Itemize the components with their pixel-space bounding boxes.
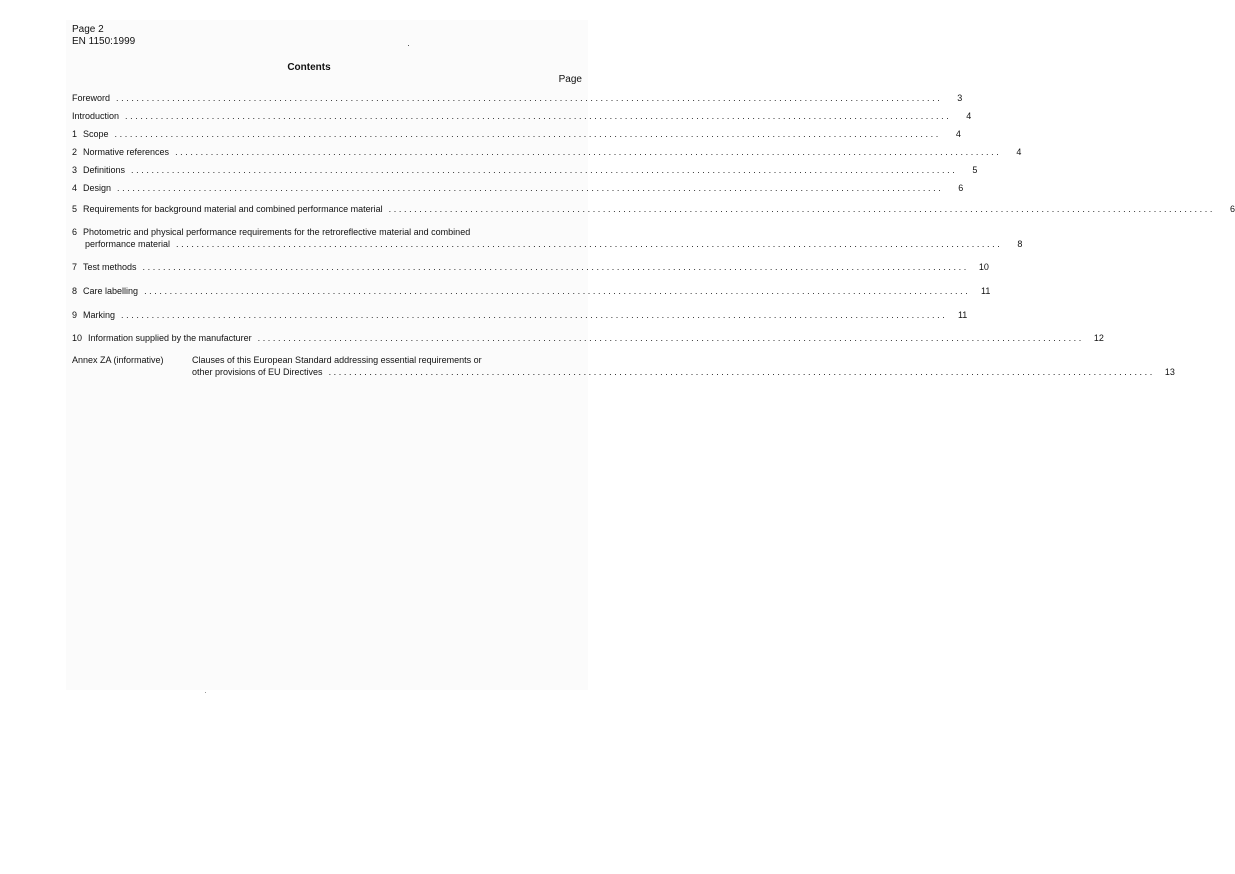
toc-entry-title: Normative references [83, 147, 170, 157]
toc-entry-title: Care labelling [83, 286, 139, 296]
toc-entry-page: 8 [1017, 239, 1023, 249]
toc-entry-page: 6 [958, 183, 964, 193]
toc-entry-title: Test methods [83, 262, 137, 272]
toc-entry-information-supplied[interactable] [72, 332, 1104, 344]
toc-entry-page: 4 [966, 111, 972, 121]
toc-entry-title: Marking [83, 310, 116, 320]
scan-speck [205, 692, 206, 693]
toc-entry-number: 8 [72, 286, 78, 296]
toc-entry-number: 7 [72, 262, 78, 272]
toc-entry-marking[interactable] [72, 309, 968, 321]
toc-leader-dots: .................................................................................................................................................................. [125, 111, 952, 121]
toc-entry-page: 13 [1164, 367, 1175, 377]
toc-entry-number: 2 [72, 147, 78, 157]
toc-leader-dots: .................................................................................................................................................................. [175, 147, 1002, 157]
toc-entry-title: Scope [83, 129, 109, 139]
toc-entry-page: 11 [957, 310, 968, 320]
toc-entry-introduction[interactable] [72, 110, 972, 122]
toc-leader-dots: .................................................................................................................................................................. [142, 262, 969, 272]
annex-title-line1: Clauses of this European Standard addressing essential requirements or [192, 355, 482, 365]
toc-entry-number: 5 [72, 204, 78, 214]
toc-leader-dots: .................................................................................................................................................................. [257, 333, 1084, 343]
toc-entry-title: Foreword [72, 93, 111, 103]
toc-entry-photometric-requirements[interactable] [72, 226, 1023, 250]
toc-entry-page: 12 [1093, 333, 1104, 343]
toc-entry-title: Requirements for background material and combined performance material [83, 204, 383, 214]
toc-entry-page: 11 [981, 286, 991, 296]
toc-leader-dots: .................................................................................................................................................................. [388, 204, 1215, 214]
toc-entry-page: 10 [978, 262, 989, 272]
toc-entry-title-line2: performance material [85, 239, 171, 249]
toc-leader-dots: .................................................................................................................................................................. [328, 367, 1155, 377]
toc-entry-page: 6 [1229, 204, 1235, 214]
toc-leader-dots: .................................................................................................................................................................. [121, 310, 948, 320]
standard-number: EN 1150:1999 [72, 36, 136, 47]
toc-leader-dots: .................................................................................................................................................................. [176, 239, 1003, 249]
toc-entry-care-labelling[interactable] [72, 285, 991, 297]
toc-leader-dots: .................................................................................................................................................................. [116, 93, 943, 103]
toc-entry-page: 5 [972, 165, 978, 175]
contents-title: Contents [287, 62, 331, 73]
scan-speck [408, 45, 409, 46]
toc-entry-title: Definitions [83, 165, 126, 175]
toc-entry-foreword[interactable] [72, 92, 963, 104]
annex-title-line2: other provisions of EU Directives [192, 367, 323, 377]
toc-entry-design[interactable] [72, 182, 964, 194]
toc-leader-dots: .................................................................................................................................................................. [131, 165, 958, 175]
toc-entry-number: 6 [72, 227, 78, 237]
toc-entry-scope[interactable] [72, 128, 961, 140]
toc-entry-number: 4 [72, 183, 78, 193]
toc-entry-title: Design [83, 183, 112, 193]
toc-entry-page: 4 [955, 129, 961, 139]
toc-entry-title-line1: Photometric and physical performance requirements for the retroreflective material and combined [83, 227, 471, 237]
toc-entry-annex-za[interactable] [72, 354, 1175, 378]
page-header [72, 24, 135, 48]
toc-entry-number: 3 [72, 165, 78, 175]
toc-entry-page: 3 [957, 93, 963, 103]
toc-entry-title: Introduction [72, 111, 120, 121]
toc-entry-requirements-background[interactable] [72, 203, 1235, 215]
toc-entry-test-methods[interactable] [72, 261, 989, 273]
toc-entry-definitions[interactable] [72, 164, 978, 176]
toc-entry-title: Information supplied by the manufacturer [88, 333, 252, 343]
toc-entry-number: 9 [72, 310, 78, 320]
toc-entry-number: 1 [72, 129, 78, 139]
annex-label: Annex ZA (informative) [72, 355, 164, 365]
page-column-label: Page [558, 74, 582, 85]
toc-entry-number: 10 [72, 333, 83, 343]
toc-leader-dots: .................................................................................................................................................................. [117, 183, 944, 193]
toc-leader-dots: .................................................................................................................................................................. [114, 129, 941, 139]
toc-entry-page: 4 [1016, 147, 1022, 157]
toc-entry-normative-references[interactable] [72, 146, 1022, 158]
toc-leader-dots: .................................................................................................................................................................. [144, 286, 971, 296]
page-number: Page 2 [72, 24, 104, 35]
